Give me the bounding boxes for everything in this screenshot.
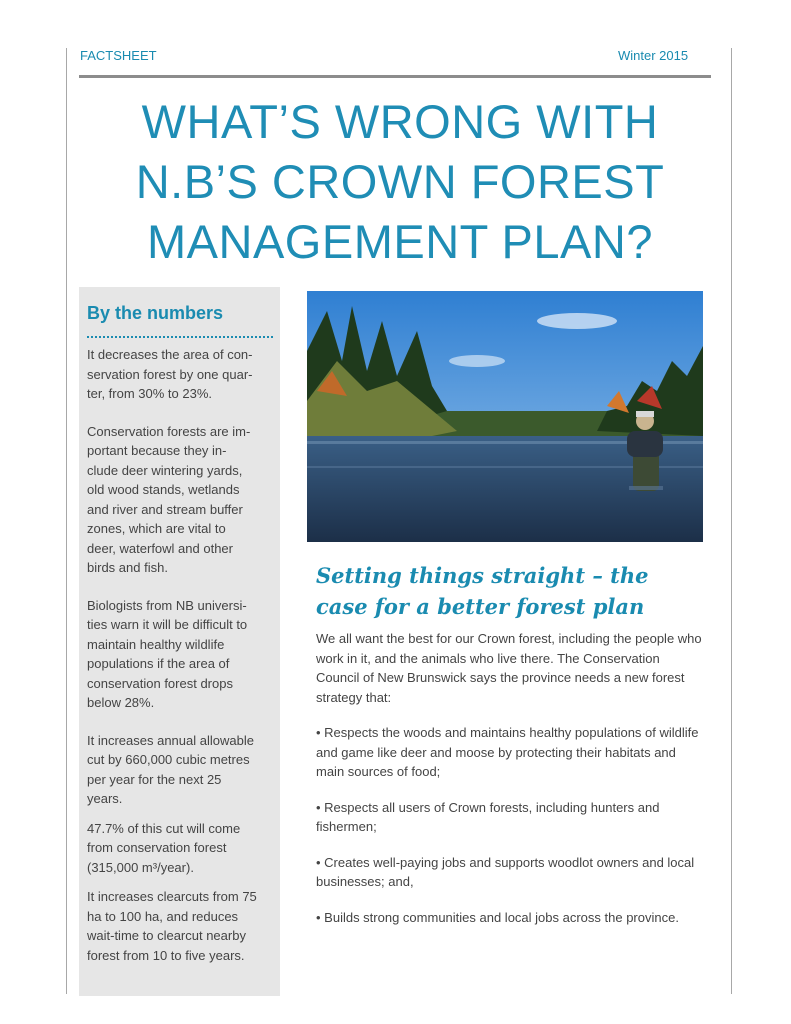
stat-paragraph: 47.7% of this cut will come from conservation forest (315,000 m³/year).: [87, 820, 241, 875]
left-margin-line: [66, 48, 67, 994]
bullet-item: • Respects the woods and maintains healthy populations of wildlife and game like deer and moose by protecting their habitats and main sources of food;: [316, 725, 699, 779]
river-fishing-photo: [307, 291, 703, 542]
main-body: [316, 629, 706, 943]
title-line: WHAT’S WRONG WITH: [141, 95, 659, 148]
section-title-line: Setting things straight – the: [316, 563, 649, 588]
stat-paragraph: It decreases the area of con- servation forest by one quar- ter, from 30% to 23%.: [87, 347, 253, 401]
title-line: MANAGEMENT PLAN?: [147, 215, 653, 268]
section-title: [316, 560, 706, 622]
sidebar-divider: [87, 336, 273, 338]
intro-paragraph: We all want the best for our Crown forest, including the people who work in it, and the animals who live there. The Conservation Council of New Brunswick says the province needs a new forest strategy that:: [316, 631, 702, 705]
stats-list: [87, 345, 277, 983]
title-line: N.B’S CROWN FOREST: [135, 155, 665, 208]
bullet-item: • Builds strong communities and local jobs across the province.: [316, 909, 679, 925]
stat-paragraph: Biologists from NB universi- ties warn it will be difficult to maintain healthy wildlife populations if the area of conservation forest drops below 28%.: [87, 597, 248, 710]
section-title-line: case for a better forest plan: [316, 594, 645, 619]
stat-paragraph: Conservation forests are im- portant because they in- clude deer wintering yards, old wood stands, wetlands and river and stream buffer zones, which are vital to deer, waterfowl and other birds and fish.: [87, 423, 251, 575]
issue-date: Winter 2015: [618, 48, 689, 63]
page-title: [80, 92, 720, 272]
sidebar-heading: By the numbers: [87, 303, 224, 323]
stat-paragraph: It increases annual allowable cut by 660,000 cubic metres per year for the next 25 years.: [87, 732, 254, 806]
bullet-item: • Respects all users of Crown forests, including hunters and fishermen;: [316, 799, 660, 834]
header-divider: [79, 75, 711, 78]
factsheet-label: FACTSHEET: [80, 48, 157, 63]
bullet-item: • Creates well-paying jobs and supports woodlot owners and local businesses; and,: [316, 854, 695, 889]
stat-paragraph: It increases clearcuts from 75 ha to 100 ha, and reduces wait-time to clearcut nearby forest from 10 to five years.: [87, 889, 257, 963]
right-margin-line: [731, 48, 732, 994]
